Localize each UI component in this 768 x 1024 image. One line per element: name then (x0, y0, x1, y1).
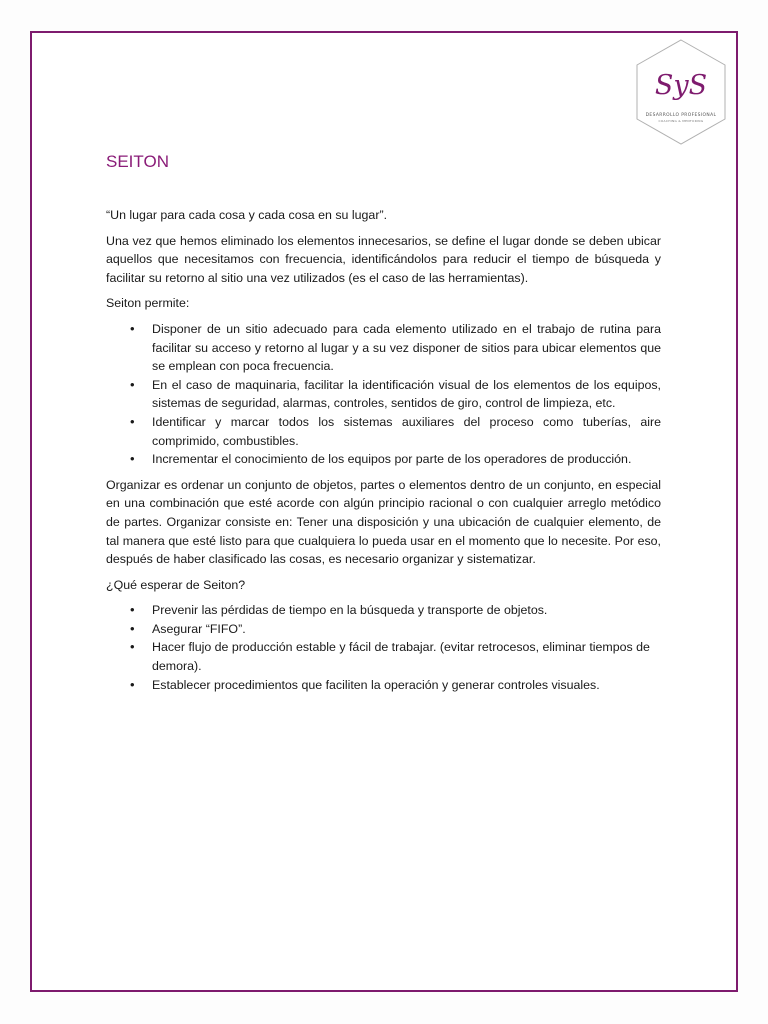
quote-paragraph: “Un lugar para cada cosa y cada cosa en su lugar”. (106, 208, 388, 222)
page-title: SEITON (106, 152, 169, 171)
list-item: • Establecer procedimientos que faciliten la operación y generar controles visuales. (152, 676, 661, 695)
list-item: • Asegurar “FIFO”. (152, 620, 661, 639)
list-item: • Incrementar el conocimiento de los equipos por parte de los operadores de producción. (152, 450, 661, 469)
permite-label: Seiton permite: (106, 296, 190, 311)
list-item: • Identificar y marcar todos los sistemas auxiliares del proceso como tuberías, aire comprimido, combustibles. (152, 413, 661, 450)
esperar-label: ¿Qué esperar de Seiton? (106, 577, 246, 592)
permite-list (106, 320, 661, 469)
list-item: • Hacer flujo de producción estable y fácil de trabajar. (evitar retrocesos, eliminar tiempos de demora). (152, 638, 661, 675)
logo-hexagon-icon (635, 38, 727, 146)
logo-mark: SyS (654, 70, 708, 101)
esperar-list (106, 601, 661, 694)
intro-paragraph: Una vez que hemos eliminado los elementos innecesarios, se define el lugar donde se deben ubicar aquellos que necesitamos con frecuencia, identificándolos para reducir el tiempo de búsqueda y facilitar su retorno al sitio una vez utilizados (es el caso de las herramientas). (106, 233, 661, 285)
logo-line2: COACHING & MENTORING (658, 119, 704, 123)
logo-line1: DESARROLLO PROFESIONAL (645, 113, 717, 118)
document-body (106, 151, 661, 701)
list-item: • Disponer de un sitio adecuado para cada elemento utilizado en el trabajo de rutina para facilitar su acceso y retorno al lugar y a su vez disponer de sitios para ubicar elementos que se emplean con poca frecuencia. (152, 320, 661, 376)
list-item: • En el caso de maquinaria, facilitar la identificación visual de los elementos de los equipos, sistemas de seguridad, alarmas, controles, sentidos de giro, control de limpieza, etc. (152, 376, 661, 413)
company-logo (635, 38, 727, 146)
organizar-paragraph: Organizar es ordenar un conjunto de objetos, partes o elementos dentro de un conjunto, en especial en una combinación que esté acorde con algún principio racional o con cualquier arreglo metódico de partes. Organizar consiste en: Tener una disposición y una ubicación de cualquier elemento, de tal manera que esté listo para que cualquiera lo pueda usar en el momento que lo necesite. Por eso, después de haber clasificado las cosas, es necesario organizar y sistematizar. (106, 477, 661, 567)
list-item: • Prevenir las pérdidas de tiempo en la búsqueda y transporte de objetos. (152, 601, 661, 620)
